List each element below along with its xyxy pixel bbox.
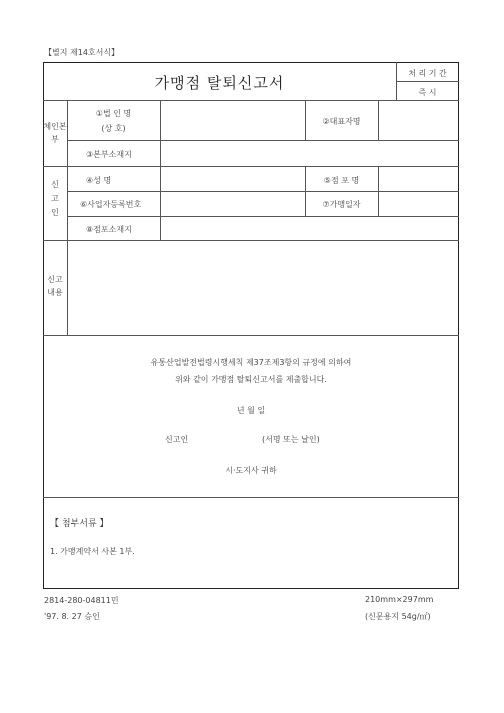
divider (67, 216, 459, 217)
footer-code: 2814-280-04811민 (44, 596, 119, 605)
form-frame (43, 62, 459, 589)
divider (396, 81, 459, 82)
attachments-heading: 【 첨부서류 】 (50, 519, 109, 529)
corp-name-sub-label: (상 호) (101, 124, 126, 133)
divider (43, 100, 459, 101)
divider (43, 166, 459, 167)
representative-label: ②대표자명 (322, 117, 361, 126)
processing-period-value: 즉 시 (418, 88, 437, 97)
hq-address-label: ③본부소재지 (86, 150, 132, 159)
processing-period-label: 처 리 기 간 (408, 69, 447, 78)
declaration-line-2: 위와 같이 가맹점 탈퇴신고서를 제출합니다. (175, 375, 327, 384)
signature-note: (서명 또는 날인) (262, 435, 320, 444)
divider (378, 100, 379, 140)
divider (67, 100, 68, 335)
divider (43, 240, 459, 241)
divider (43, 335, 459, 336)
section-content-label: 신고내용 (47, 275, 63, 297)
footer-approval: '97. 8. 27 승인 (44, 612, 100, 621)
section-company-label: 체인본부 (43, 122, 67, 144)
divider (67, 191, 459, 192)
shop-address-label: ⑧점포소재지 (86, 225, 132, 234)
join-date-label: ⑦가맹일자 (322, 200, 361, 209)
divider (378, 166, 379, 216)
corp-name-label: ①법 인 명 (95, 109, 132, 118)
declaration-line-1: 유통산업발전법령시행세칙 제37조제3항의 규정에 의하여 (150, 358, 352, 367)
divider (160, 100, 161, 240)
divider (67, 140, 459, 141)
page-title: 가맹점 탈퇴신고서 (154, 74, 285, 92)
biz-reg-no-label: ⑥사업자등록번호 (80, 200, 142, 209)
divider (43, 497, 459, 498)
reporter-name-label: ④성 명 (86, 176, 112, 185)
footer-paper: (신문용지 54g/㎡) (365, 612, 431, 621)
date-line: 년 월 일 (236, 406, 266, 415)
signer-label: 신고인 (165, 435, 189, 444)
shop-name-label: ⑤점 포 명 (323, 176, 360, 185)
footer-size: 210mm×297mm (365, 595, 434, 604)
recipient: 시·도지사 귀하 (225, 466, 277, 475)
attachment-item: 1. 가맹계약서 사본 1부. (50, 547, 135, 556)
form-label: 【별지 제14호서식】 (44, 48, 120, 57)
section-reporter-label: 신고인 (51, 180, 59, 217)
